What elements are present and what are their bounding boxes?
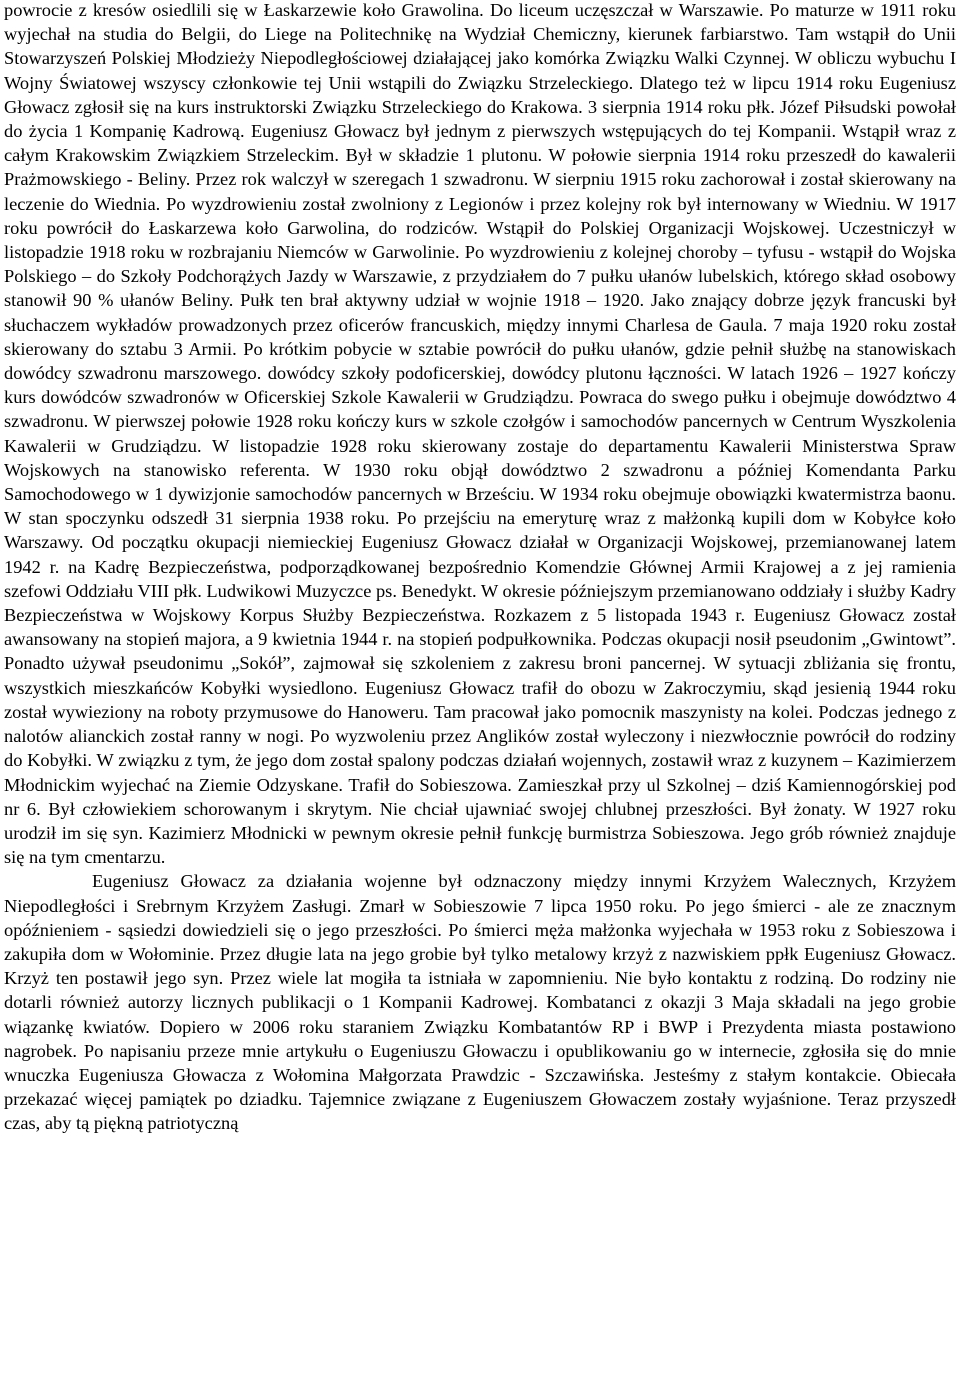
paragraph-biography-main: powrocie z kresów osiedlili się w Łaskarzewie koło Grawolina. Do liceum uczęszczał w Warszawie. Po maturze w 1911 roku wyjechał na studia do Belgii, do Liege na Politechnikę na Wydział Chemiczny, kierunek farbiarstwo. Tam wstąpił do Unii Stowarzyszeń Polskiej Młodzieży Niepodległościowej działającej jako komórka Związku Walki Czynnej. W obliczu wybuchu I Wojny Światowej wszyscy członkowie tej Unii wstąpili do Związku Strzeleckiego. Dlatego też w lipcu 1914 roku Eugeniusz Głowacz zgłosił się na kurs instruktorski Związku Strzeleckiego do Krakowa. 3 sierpnia 1914 roku płk. Józef Piłsudski powołał do życia 1 Kompanię Kadrową. Eugeniusz Głowacz był jednym z pierwszych wstępujących do tej Kompanii. Wstąpił wraz z całym Krakowskim Związkiem Strzeleckim. Był w składzie 1 plutonu. W połowie sierpnia 1914 roku przeszedł do kawalerii Prażmowskiego - Beliny. Przez rok walczył w szeregach 1 szwadronu. W sierpniu 1915 roku zachorował i został skierowany na leczenie do Wiednia. Po wyzdrowieniu został zwolniony z Legionów i przez kolejny rok był internowany w Wiedniu. W 1917 roku powrócił do Łaskarzewa koło Garwolina, do rodziców. Wstąpił do Polskiej Organizacji Wojskowej. Uczestniczył w listopadzie 1918 roku w rozbrajaniu Niemców w Garwolinie. Po wyzdrowieniu z kolejnej choroby – tyfusu - wstąpił do Wojska Polskiego – do Szkoły Podchorążych Jazdy w Warszawie, z przydziałem do 7 pułku ułanów lubelskich, którego skład osobowy stanowił 90 % ułanów Beliny. Pułk ten brał aktywny udział w wojnie 1918 – 1920. Jako znający dobrze język francuski był słuchaczem wykładów prowadzonych przez oficerów francuskich, między innymi Charlesa de Gaula. 7 maja 1920 roku został skierowany do sztabu 3 Armii. Po krótkim pobycie w sztabie powrócił do pułku ułanów, gdzie pełnił służbę na stanowiskach dowódcy szwadronu marszowego. dowódcy szkoły podoficerskiej, dowódcy plutonu łączności. W latach 1926 – 1927 kończy kurs dowódców szwadronów w Oficerskiej Szkole Kawalerii w Grudziądzu. Powraca do swego pułku i obejmuje dowództwo 4 szwadronu. W pierwszej połowie 1928 roku kończy kurs w szkole czołgów i samochodów pancernych w Centrum Wyszkolenia Kawalerii w Grudziądzu. W listopadzie 1928 roku skierowany zostaje do departamentu Kawalerii Ministerstwa Spraw Wojskowych na stanowisko referenta. W 1930 roku objął dowództwo 2 szwadronu a później Komendanta Parku Samochodowego w 1 dywizjonie samochodów pancernych w Brześciu. W 1934 roku obejmuje obowiązki kwatermistrza baonu. W stan spoczynku odszedł 31 sierpnia 1938 roku. Po przejściu na emeryturę wraz z małżonką kupili dom w Kobyłce koło Warszawy. Od początku okupacji niemieckiej Eugeniusz Głowacz działał w Organizacji Wojskowej, przemianowanej latem 1942 r. na Kadrę Bezpieczeństwa, podporządkowanej bezpośrednio Komendzie Głównej Armii Krajowej a z jej ramienia szefowi Oddziału VIII płk. Ludwikowi Muzyczce ps. Benedykt. W okresie późniejszym przemianowano oddziały i służby Kadry Bezpieczeństwa w Wojskowy Korpus Służby Bezpieczeństwa. Rozkazem z 5 listopada 1943 r. Eugeniusz Głowacz został awansowany na stopień majora, a 9 kwietnia 1944 r. na stopień podpułkownika. Podczas okupacji nosił pseudonim „Gwintowt”. Ponadto używał pseudonimu „Sokół”, zajmował się szkoleniem z zakresu broni pancernej. W sytuacji zbliżania się frontu, wszystkich mieszkańców Kobyłki wysiedlono. Eugeniusz Głowacz trafił do obozu w Zakroczymiu, skąd jesienią 1944 roku został wywieziony na roboty przymusowe do Hanoweru. Tam pracował jako pomocnik maszynisty na kolei. Podczas jednego z nalotów alianckich został ranny w nogi. Po wyzwoleniu przez Anglików został wyleczony i niezwłocznie powrócił do rodziny do Kobyłki. W związku z tym, że jego dom został spalony podczas działań wojennych, zostawił wraz z kuzynem – Kazimierzem Młodnickim wyjechać na Ziemie Odzyskane. Trafił do Sobieszowa. Zamieszkał przy ul Szkolnej – dziś Kamiennogórskiej pod nr 6. Był człowiekiem schorowanym i skrytym. Nie chciał ujawniać swojej chlubnej przeszłości. Był żonaty. W 1927 roku urodził im się syn. Kazimierz Młodnicki w pewnym okresie pełnił funkcję burmistrza Sobieszowa. Jego grób również znajduje się na tym cmentarzu. xyxy=(4,0,956,868)
paragraph-honors-and-grave: Eugeniusz Głowacz za działania wojenne był odznaczony między innymi Krzyżem Walecznych, Krzyżem Niepodległości i Srebrnym Krzyżem Zasługi. Zmarł w Sobieszowie 7 lipca 1950 roku. Po jego śmierci - ale ze znacznym opóźnieniem - sąsiedzi dowiedzieli się o jego przeszłości. Po śmierci męża małżonka wyjechała w 1953 roku z Sobieszowa i zakupiła dom w Wołominie. Przez długie lata na jego grobie był tylko metalowy krzyż z nazwiskiem ppłk Eugeniusz Głowacz. Krzyż ten postawił jego syn. Przez wiele lat mogiła ta istniała w zapomnieniu. Nie było kontaktu z rodziną. Do rodziny nie dotarli również autorzy licznych publikacji o 1 Kompanii Kadrowej. Kombatanci z okazji 3 Maja składali na jego grobie wiązankę kwiatów. Dopiero w 2006 roku staraniem Związku Kombatantów RP i BWP i Prezydenta miasta postawiono nagrobek. Po napisaniu przeze mnie artykułu o Eugeniuszu Głowaczu i opublikowaniu go w internecie, zgłosiła się do mnie wnuczka Eugeniusza Głowacza z Wołomina Małgorzata Prawdzic - Szczawińska. Jesteśmy z stałym kontakcie. Obiecała przekazać więcej pamiątek po dziadku. Tajemnice związane z Eugeniuszem Głowaczem zostały wyjaśnione. Teraz przyszedł czas, aby tą piękną patriotyczną xyxy=(4,871,956,1134)
document-page xyxy=(4,0,956,1136)
